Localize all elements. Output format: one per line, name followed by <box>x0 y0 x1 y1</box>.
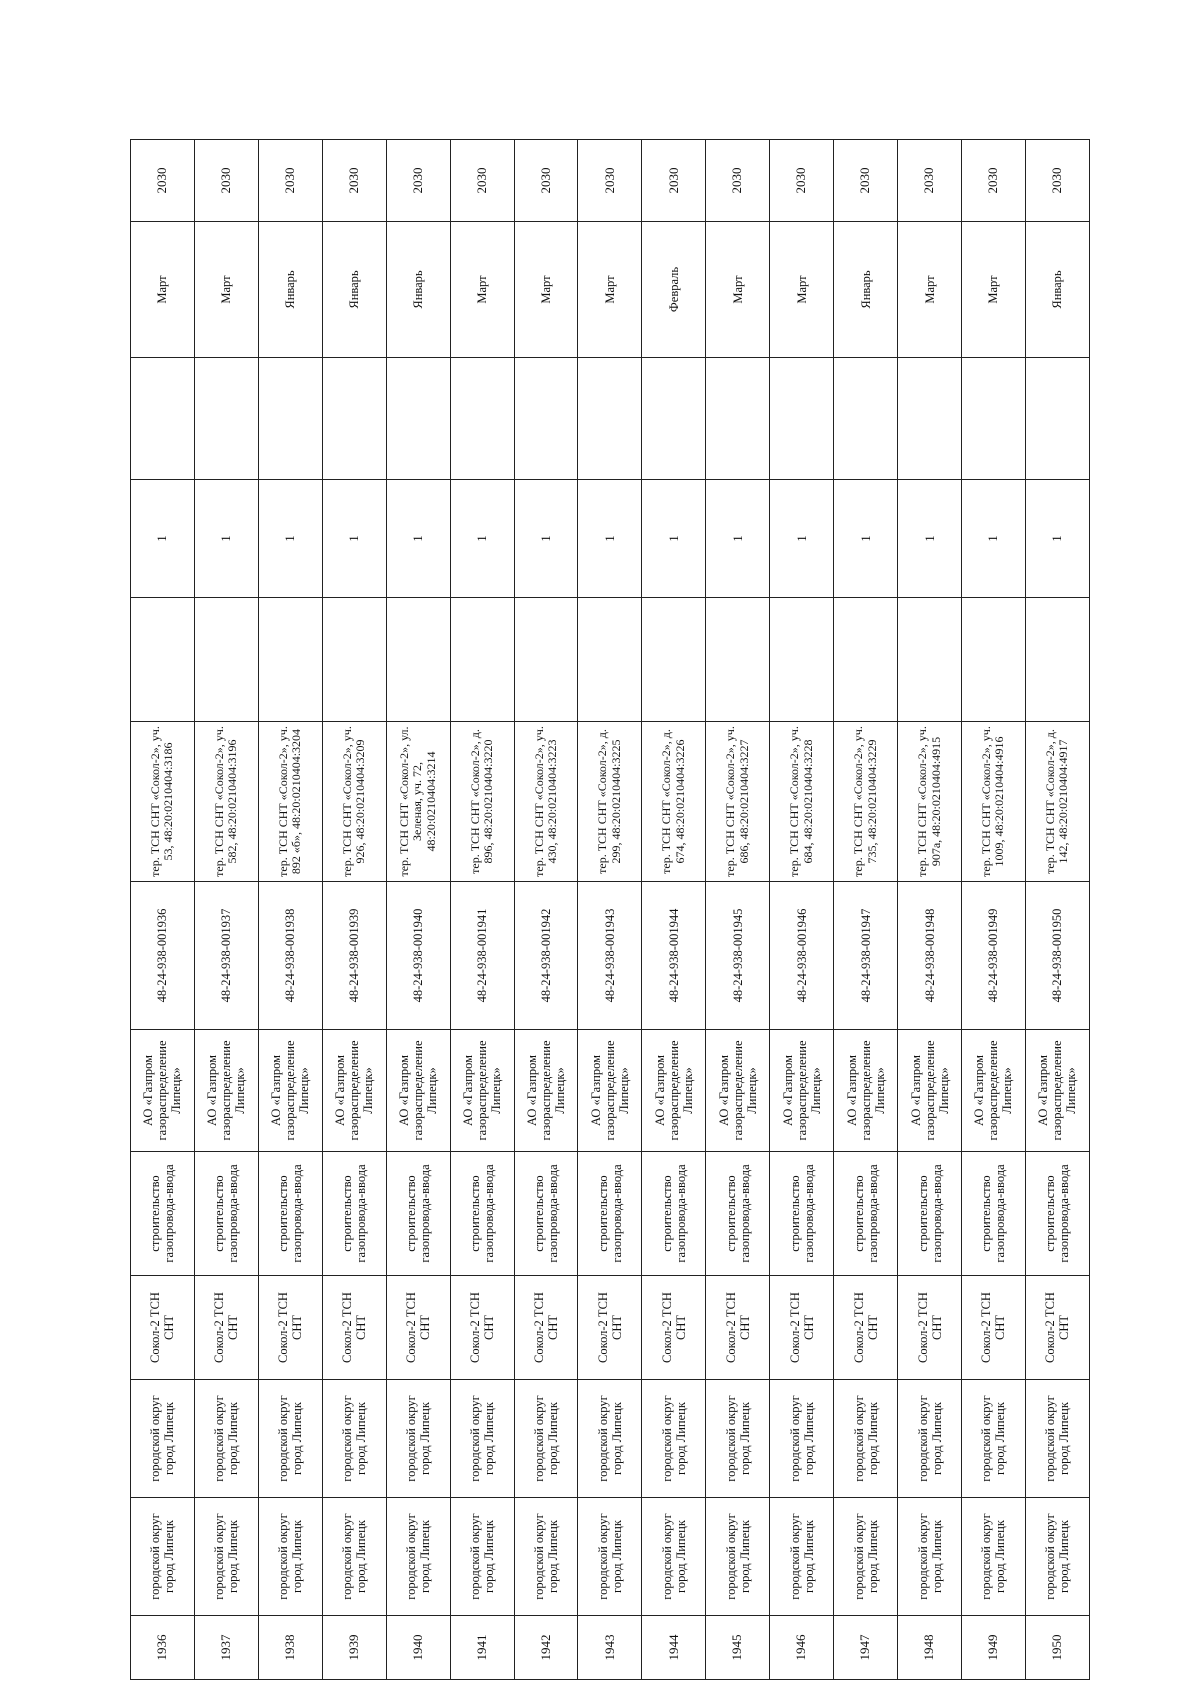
cell-district: городской округ город Липецк <box>386 1498 450 1616</box>
cell-empty <box>450 358 514 480</box>
cell-work-type: строительство газопровода-ввода <box>706 1152 770 1276</box>
cell-count: 1 <box>514 480 578 598</box>
cell-empty <box>258 598 322 722</box>
cell-count: 1 <box>131 480 195 598</box>
cell-month: Март <box>961 222 1025 358</box>
cell-year: 2030 <box>194 140 258 222</box>
cell-district: городской округ город Липецк <box>131 1498 195 1616</box>
cell-locality: городской округ город Липецк <box>258 1380 322 1498</box>
gas-pipeline-register-table <box>130 139 1090 1680</box>
cell-organization: АО «Газпром газораспределение Липецк» <box>642 1030 706 1152</box>
cell-object: Сокол-2 ТСН СНТ <box>834 1276 898 1380</box>
cell-year: 2030 <box>1025 140 1089 222</box>
cell-year: 2030 <box>322 140 386 222</box>
cell-district: городской округ город Липецк <box>258 1498 322 1616</box>
cell-empty <box>258 358 322 480</box>
cell-organization: АО «Газпром газораспределение Липецк» <box>450 1030 514 1152</box>
cell-district: городской округ город Липецк <box>898 1498 962 1616</box>
cell-work-type: строительство газопровода-ввода <box>131 1152 195 1276</box>
cell-address: тер. ТСН СНТ «Сокол-2», уч. 53, 48:20:0210404:3186 <box>131 722 195 882</box>
cell-empty <box>706 358 770 480</box>
cell-organization: АО «Газпром газораспределение Липецк» <box>578 1030 642 1152</box>
cell-empty <box>898 598 962 722</box>
cell-code: 48-24-938-001937 <box>194 882 258 1030</box>
cell-month: Март <box>514 222 578 358</box>
cell-code: 48-24-938-001944 <box>642 882 706 1030</box>
cell-empty <box>131 598 195 722</box>
cell-count: 1 <box>642 480 706 598</box>
cell-empty <box>386 358 450 480</box>
cell-locality: городской округ город Липецк <box>131 1380 195 1498</box>
cell-district: городской округ город Липецк <box>961 1498 1025 1616</box>
cell-empty <box>961 358 1025 480</box>
cell-count: 1 <box>578 480 642 598</box>
cell-work-type: строительство газопровода-ввода <box>898 1152 962 1276</box>
cell-empty <box>706 598 770 722</box>
cell-work-type: строительство газопровода-ввода <box>194 1152 258 1276</box>
table-row <box>770 140 834 1680</box>
cell-district: городской округ город Липецк <box>514 1498 578 1616</box>
cell-district: городской округ город Липецк <box>834 1498 898 1616</box>
cell-number: 1942 <box>514 1616 578 1680</box>
cell-number: 1943 <box>578 1616 642 1680</box>
table-row <box>322 140 386 1680</box>
table-row <box>1025 140 1089 1680</box>
cell-count: 1 <box>386 480 450 598</box>
cell-work-type: строительство газопровода-ввода <box>961 1152 1025 1276</box>
cell-address: тер. ТСН СНТ «Сокол-2», уч. 907а, 48:20:0210404:4915 <box>898 722 962 882</box>
cell-district: городской округ город Липецк <box>578 1498 642 1616</box>
cell-empty <box>131 358 195 480</box>
cell-work-type: строительство газопровода-ввода <box>258 1152 322 1276</box>
cell-code: 48-24-938-001950 <box>1025 882 1089 1030</box>
table-row <box>706 140 770 1680</box>
cell-year: 2030 <box>642 140 706 222</box>
cell-address: тер. ТСН СНТ «Сокол-2», уч. 1009, 48:20:0210404:4916 <box>961 722 1025 882</box>
cell-locality: городской округ город Липецк <box>450 1380 514 1498</box>
cell-organization: АО «Газпром газораспределение Липецк» <box>514 1030 578 1152</box>
cell-work-type: строительство газопровода-ввода <box>770 1152 834 1276</box>
cell-work-type: строительство газопровода-ввода <box>386 1152 450 1276</box>
cell-organization: АО «Газпром газораспределение Липецк» <box>834 1030 898 1152</box>
cell-year: 2030 <box>770 140 834 222</box>
cell-number: 1948 <box>898 1616 962 1680</box>
cell-empty <box>194 358 258 480</box>
cell-code: 48-24-938-001942 <box>514 882 578 1030</box>
table-row <box>578 140 642 1680</box>
cell-work-type: строительство газопровода-ввода <box>450 1152 514 1276</box>
cell-locality: городской округ город Липецк <box>386 1380 450 1498</box>
table-row <box>386 140 450 1680</box>
cell-count: 1 <box>706 480 770 598</box>
cell-locality: городской округ город Липецк <box>706 1380 770 1498</box>
cell-number: 1944 <box>642 1616 706 1680</box>
cell-object: Сокол-2 ТСН СНТ <box>770 1276 834 1380</box>
cell-locality: городской округ город Липецк <box>770 1380 834 1498</box>
cell-address: тер. ТСН СНТ «Сокол-2», уч. 892 «б», 48:20:0210404:3204 <box>258 722 322 882</box>
cell-district: городской округ город Липецк <box>322 1498 386 1616</box>
cell-locality: городской округ город Липецк <box>834 1380 898 1498</box>
cell-code: 48-24-938-001948 <box>898 882 962 1030</box>
cell-number: 1950 <box>1025 1616 1089 1680</box>
cell-empty <box>450 598 514 722</box>
cell-district: городской округ город Липецк <box>706 1498 770 1616</box>
cell-empty <box>834 358 898 480</box>
cell-month: Март <box>578 222 642 358</box>
cell-district: городской округ город Липецк <box>194 1498 258 1616</box>
cell-count: 1 <box>258 480 322 598</box>
cell-month: Март <box>194 222 258 358</box>
cell-object: Сокол-2 ТСН СНТ <box>706 1276 770 1380</box>
cell-organization: АО «Газпром газораспределение Липецк» <box>770 1030 834 1152</box>
table-row <box>131 140 195 1680</box>
table-row <box>961 140 1025 1680</box>
cell-code: 48-24-938-001949 <box>961 882 1025 1030</box>
cell-count: 1 <box>770 480 834 598</box>
cell-empty <box>194 598 258 722</box>
cell-count: 1 <box>194 480 258 598</box>
cell-organization: АО «Газпром газораспределение Липецк» <box>258 1030 322 1152</box>
cell-object: Сокол-2 ТСН СНТ <box>194 1276 258 1380</box>
rotated-table-container <box>130 140 1090 1680</box>
cell-month: Март <box>450 222 514 358</box>
table-row <box>898 140 962 1680</box>
cell-empty <box>578 598 642 722</box>
cell-count: 1 <box>898 480 962 598</box>
cell-empty <box>770 358 834 480</box>
cell-number: 1938 <box>258 1616 322 1680</box>
cell-month: Март <box>898 222 962 358</box>
cell-organization: АО «Газпром газораспределение Липецк» <box>194 1030 258 1152</box>
cell-empty <box>770 598 834 722</box>
cell-code: 48-24-938-001945 <box>706 882 770 1030</box>
cell-address: тер. ТСН СНТ «Сокол-2», д. 142, 48:20:0210404:4917 <box>1025 722 1089 882</box>
cell-count: 1 <box>834 480 898 598</box>
cell-empty <box>322 598 386 722</box>
cell-address: тер. ТСН СНТ «Сокол-2», д. 299, 48:20:0210404:3225 <box>578 722 642 882</box>
cell-month: Январь <box>322 222 386 358</box>
cell-number: 1936 <box>131 1616 195 1680</box>
cell-count: 1 <box>961 480 1025 598</box>
cell-work-type: строительство газопровода-ввода <box>834 1152 898 1276</box>
cell-locality: городской округ город Липецк <box>898 1380 962 1498</box>
cell-object: Сокол-2 ТСН СНТ <box>131 1276 195 1380</box>
table-row <box>194 140 258 1680</box>
cell-address: тер. ТСН СНТ «Сокол-2», уч. 735, 48:20:0210404:3229 <box>834 722 898 882</box>
cell-work-type: строительство газопровода-ввода <box>578 1152 642 1276</box>
cell-number: 1946 <box>770 1616 834 1680</box>
cell-organization: АО «Газпром газораспределение Липецк» <box>131 1030 195 1152</box>
cell-work-type: строительство газопровода-ввода <box>642 1152 706 1276</box>
cell-year: 2030 <box>961 140 1025 222</box>
table-row <box>642 140 706 1680</box>
cell-month: Март <box>770 222 834 358</box>
cell-work-type: строительство газопровода-ввода <box>1025 1152 1089 1276</box>
cell-object: Сокол-2 ТСН СНТ <box>386 1276 450 1380</box>
cell-month: Январь <box>386 222 450 358</box>
cell-month: Март <box>131 222 195 358</box>
cell-district: городской округ город Липецк <box>450 1498 514 1616</box>
cell-count: 1 <box>450 480 514 598</box>
cell-year: 2030 <box>386 140 450 222</box>
cell-address: тер. ТСН СНТ «Сокол-2», уч. 684, 48:20:0210404:3228 <box>770 722 834 882</box>
cell-code: 48-24-938-001936 <box>131 882 195 1030</box>
table-row <box>258 140 322 1680</box>
cell-year: 2030 <box>578 140 642 222</box>
cell-object: Сокол-2 ТСН СНТ <box>1025 1276 1089 1380</box>
cell-empty <box>322 358 386 480</box>
cell-year: 2030 <box>834 140 898 222</box>
cell-object: Сокол-2 ТСН СНТ <box>898 1276 962 1380</box>
cell-object: Сокол-2 ТСН СНТ <box>578 1276 642 1380</box>
cell-number: 1937 <box>194 1616 258 1680</box>
cell-year: 2030 <box>450 140 514 222</box>
cell-object: Сокол-2 ТСН СНТ <box>258 1276 322 1380</box>
cell-year: 2030 <box>898 140 962 222</box>
cell-number: 1949 <box>961 1616 1025 1680</box>
cell-address: тер. ТСН СНТ «Сокол-2», ул. Зеленая, уч. 72, 48:20:0210404:3214 <box>386 722 450 882</box>
cell-address: тер. ТСН СНТ «Сокол-2», д. 896, 48:20:0210404:3220 <box>450 722 514 882</box>
cell-number: 1945 <box>706 1616 770 1680</box>
cell-work-type: строительство газопровода-ввода <box>514 1152 578 1276</box>
cell-object: Сокол-2 ТСН СНТ <box>322 1276 386 1380</box>
cell-count: 1 <box>1025 480 1089 598</box>
cell-empty <box>1025 598 1089 722</box>
cell-number: 1941 <box>450 1616 514 1680</box>
cell-locality: городской округ город Липецк <box>642 1380 706 1498</box>
cell-code: 48-24-938-001941 <box>450 882 514 1030</box>
cell-address: тер. ТСН СНТ «Сокол-2», уч. 582, 48:20:0210404:3196 <box>194 722 258 882</box>
cell-locality: городской округ город Липецк <box>578 1380 642 1498</box>
cell-empty <box>386 598 450 722</box>
cell-organization: АО «Газпром газораспределение Липецк» <box>706 1030 770 1152</box>
cell-code: 48-24-938-001939 <box>322 882 386 1030</box>
cell-object: Сокол-2 ТСН СНТ <box>514 1276 578 1380</box>
cell-district: городской округ город Липецк <box>642 1498 706 1616</box>
cell-year: 2030 <box>514 140 578 222</box>
cell-organization: АО «Газпром газораспределение Липецк» <box>386 1030 450 1152</box>
cell-organization: АО «Газпром газораспределение Липецк» <box>322 1030 386 1152</box>
cell-district: городской округ город Липецк <box>1025 1498 1089 1616</box>
cell-code: 48-24-938-001947 <box>834 882 898 1030</box>
cell-year: 2030 <box>258 140 322 222</box>
cell-locality: городской округ город Липецк <box>1025 1380 1089 1498</box>
cell-month: Январь <box>1025 222 1089 358</box>
cell-locality: городской округ город Липецк <box>961 1380 1025 1498</box>
cell-code: 48-24-938-001940 <box>386 882 450 1030</box>
table-body <box>131 140 1090 1680</box>
cell-month: Январь <box>834 222 898 358</box>
cell-empty <box>514 598 578 722</box>
cell-organization: АО «Газпром газораспределение Липецк» <box>961 1030 1025 1152</box>
cell-address: тер. ТСН СНТ «Сокол-2», д. 674, 48:20:0210404:3226 <box>642 722 706 882</box>
table-row <box>450 140 514 1680</box>
cell-object: Сокол-2 ТСН СНТ <box>450 1276 514 1380</box>
cell-locality: городской округ город Липецк <box>194 1380 258 1498</box>
cell-object: Сокол-2 ТСН СНТ <box>642 1276 706 1380</box>
cell-empty <box>1025 358 1089 480</box>
cell-object: Сокол-2 ТСН СНТ <box>961 1276 1025 1380</box>
cell-month: Январь <box>258 222 322 358</box>
cell-year: 2030 <box>131 140 195 222</box>
cell-code: 48-24-938-001946 <box>770 882 834 1030</box>
cell-code: 48-24-938-001943 <box>578 882 642 1030</box>
cell-year: 2030 <box>706 140 770 222</box>
table-row <box>834 140 898 1680</box>
cell-address: тер. ТСН СНТ «Сокол-2», уч. 430, 48:20:0210404:3223 <box>514 722 578 882</box>
cell-count: 1 <box>322 480 386 598</box>
cell-number: 1947 <box>834 1616 898 1680</box>
cell-organization: АО «Газпром газораспределение Липецк» <box>1025 1030 1089 1152</box>
cell-locality: городской округ город Липецк <box>322 1380 386 1498</box>
cell-number: 1939 <box>322 1616 386 1680</box>
cell-organization: АО «Газпром газораспределение Липецк» <box>898 1030 962 1152</box>
cell-empty <box>961 598 1025 722</box>
cell-number: 1940 <box>386 1616 450 1680</box>
table-row <box>514 140 578 1680</box>
cell-empty <box>578 358 642 480</box>
cell-month: Февраль <box>642 222 706 358</box>
cell-empty <box>834 598 898 722</box>
cell-empty <box>514 358 578 480</box>
cell-empty <box>898 358 962 480</box>
cell-month: Март <box>706 222 770 358</box>
cell-locality: городской округ город Липецк <box>514 1380 578 1498</box>
cell-district: городской округ город Липецк <box>770 1498 834 1616</box>
cell-code: 48-24-938-001938 <box>258 882 322 1030</box>
cell-empty <box>642 358 706 480</box>
cell-work-type: строительство газопровода-ввода <box>322 1152 386 1276</box>
cell-address: тер. ТСН СНТ «Сокол-2», уч. 686, 48:20:0210404:3227 <box>706 722 770 882</box>
cell-address: тер. ТСН СНТ «Сокол-2», уч. 926, 48:20:0210404:3209 <box>322 722 386 882</box>
cell-empty <box>642 598 706 722</box>
